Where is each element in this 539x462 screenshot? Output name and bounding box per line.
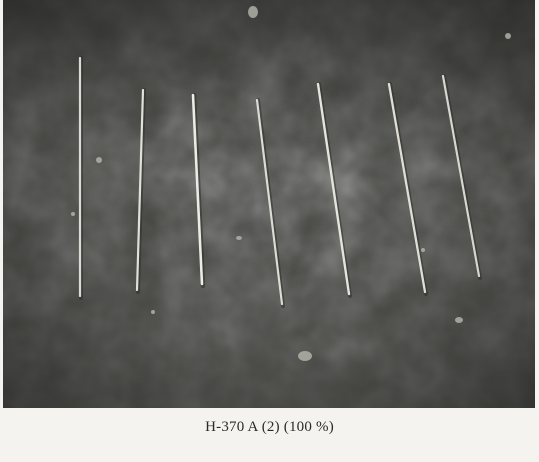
- rock-surface-image: [3, 0, 535, 408]
- figure-caption: H-370 A (2) (100 %): [205, 419, 334, 435]
- figure-photograph: [3, 0, 535, 408]
